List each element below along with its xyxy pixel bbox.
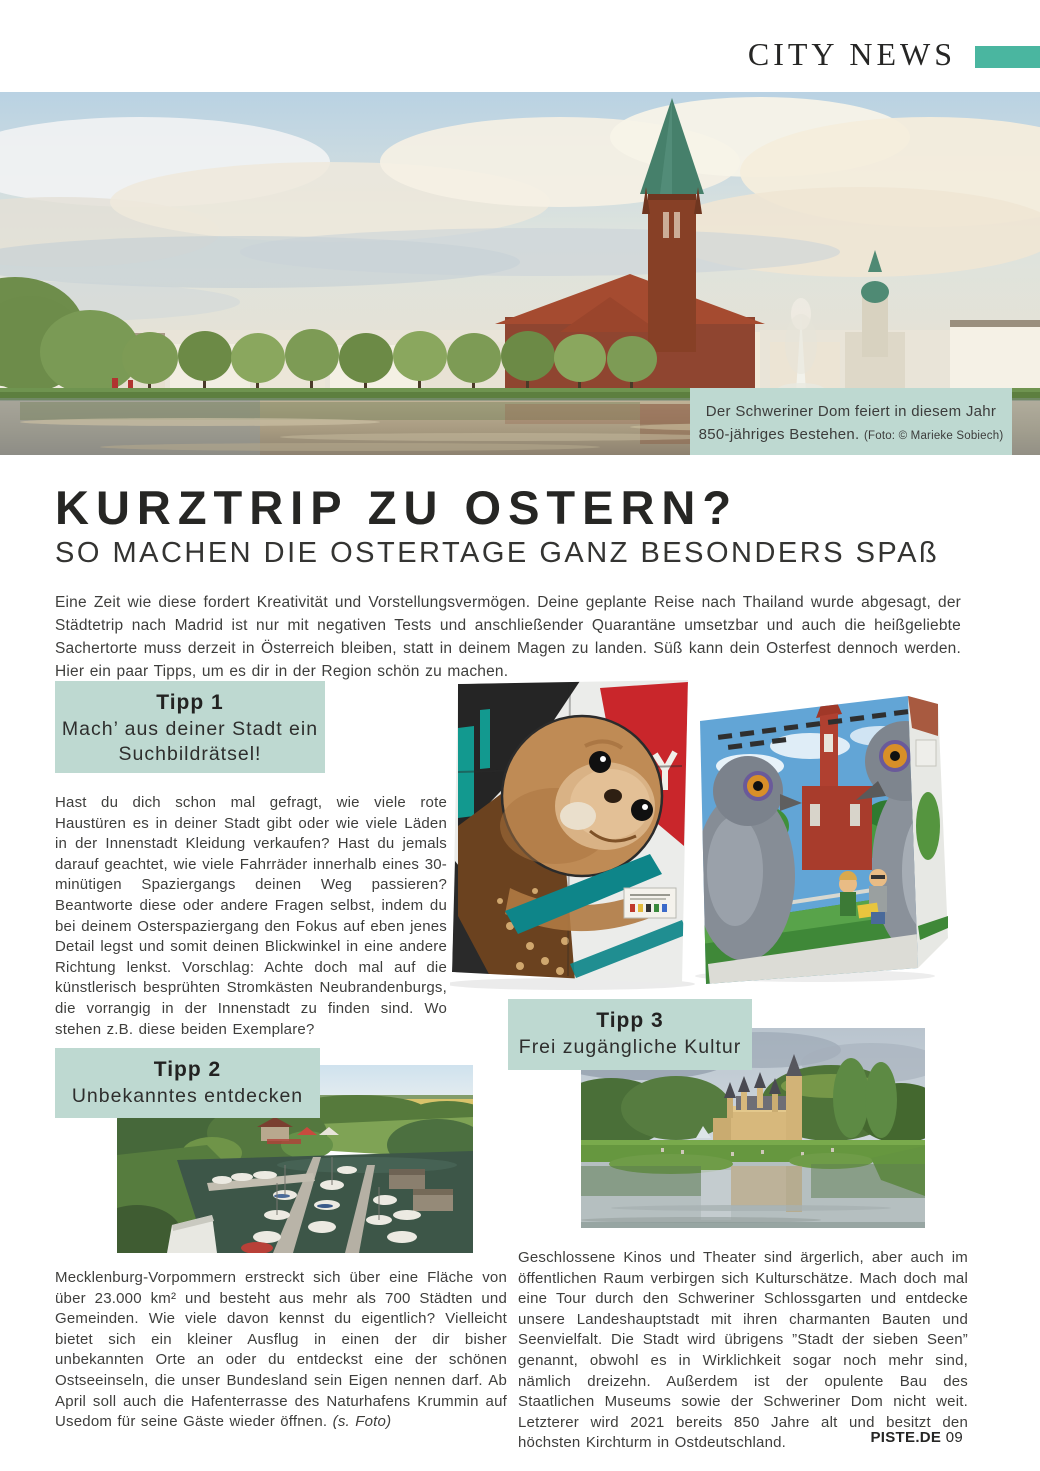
hero-photo-schwerin-dom (0, 92, 1040, 455)
tip1-box (55, 681, 325, 773)
tip2-body (55, 1268, 507, 1433)
tip3-box (508, 999, 752, 1070)
stromkasten-graffiti-photo (450, 676, 1010, 991)
tip2-box (55, 1048, 320, 1118)
tip3-title: Frei zugängliche Kultur (518, 1036, 742, 1058)
tip2-title: Unbekanntes entdecken (71, 1085, 304, 1107)
caption-line1: Der Schweriner Dom feiert in diesem Jahr (705, 403, 997, 420)
photo-caption (690, 388, 1012, 455)
page-footer (870, 1429, 963, 1446)
intro-paragraph: Eine Zeit wie diese fordert Kreativität und Vorstellungsvermögen. Deine geplante Reise nach Thailand wurde abgesagt, der Städtetrip nach Madrid ist nur mit negativen Tests und anschließender Quarantäne umsetzbar und auch die heißgeliebte Sachertorte muss derzeit in Österreich bleiben, statt in deinem Magen zu landen. Süß kann dein Osterfest dennoch werden. Hier ein paar Tipps, um es dir in der Region schön zu machen. (55, 594, 961, 680)
accent-bar (975, 46, 1040, 68)
tip2-body-text: Mecklenburg-Vorpommern erstreckt sich über eine Fläche von über 23.000 km² und besteht aus mehr als 700 Städten und Gemeinden. Wie viele davon kennst du eigentlich? Vielleicht bietet sich ein kleiner Ausflug in einen der dir bisher unbekannten Orte an oder du entdeckst eine der schönen Ostseeinseln, die unser Bundesland sein Eigen nennen darf. Ab April soll auch die Hafenterrasse des Naturhafens Krummin auf Usedom für seine Gäste wieder öffnen. (55, 1269, 507, 1431)
tip1-label: Tipp 1 (156, 691, 224, 714)
tip3-label: Tipp 3 (596, 1009, 664, 1032)
tip3-body: Geschlossene Kinos und Theater sind ärgerlich, aber auch im öffentlichen Raum verbirgen sich Kulturschätze. Mach doch mal eine Tour durch den Schweriner Schlossgarten und entdecke unsere Landeshauptstadt mit ihren charmanten Bauten und Seenvielfalt. Die Stadt wird übrigens ”Stadt der sieben Seen” genannt, obwohl es in Wirklichkeit sogar noch mehr sind, nämlich dreizehn. Außerdem ist der opulente Bau des Staatlichen Museums sowie der Schweriner Dom nicht weit. Letzterer wird 2021 bereits 850 Jahre alt und besitzt den höchsten Kirchturm in Ostdeutschland. (518, 1249, 968, 1452)
tip2-label: Tipp 2 (153, 1058, 222, 1081)
tip1-body: Hast du dich schon mal gefragt, wie viele rote Haustüren es in deiner Stadt gibt oder wie viele Läden in der Innenstadt Kleidung verkaufen? Hast du jemals darauf geachtet, wie viele Fahrräder innerhalb eines 30-minütigen Spaziergangs deinen Weg passieren? Beantworte diese oder andere Fragen selbst, indem du bei deinem Osterspaziergang den Fokus auf eben jenes Detail legst und somit deinen Blickwinkel in eine andere Richtung lenkst. Vorschlag: Achte doch mal auf die künstlerisch besprühten Stromkästen Neubrandenburgs, die vorrangig in der Innenstadt zu finden sind. Wo stehen z.B. diese beiden Exemplare? (55, 794, 447, 1038)
graffiti-illustration (450, 676, 1010, 991)
caption-line2: 850-jähriges Bestehen. (698, 426, 860, 444)
subheadline: SO MACHEN DIE OSTERTAGE GANZ BESONDERS SPAß (55, 537, 940, 569)
photo-credit: (Foto: © Marieke Sobiech) (863, 430, 1004, 443)
footer-brand: PISTE.DE (870, 1429, 942, 1446)
footer-page-number: 09 (945, 1429, 963, 1446)
section-title: CITY NEWS (747, 36, 956, 72)
tip2-body-note: (s. Foto) (332, 1413, 392, 1431)
tip1-title: Mach’ aus deiner Stadt ein Suchbildrätsel! (61, 718, 319, 766)
headline: KURZTRIP ZU OSTERN? (55, 481, 739, 534)
